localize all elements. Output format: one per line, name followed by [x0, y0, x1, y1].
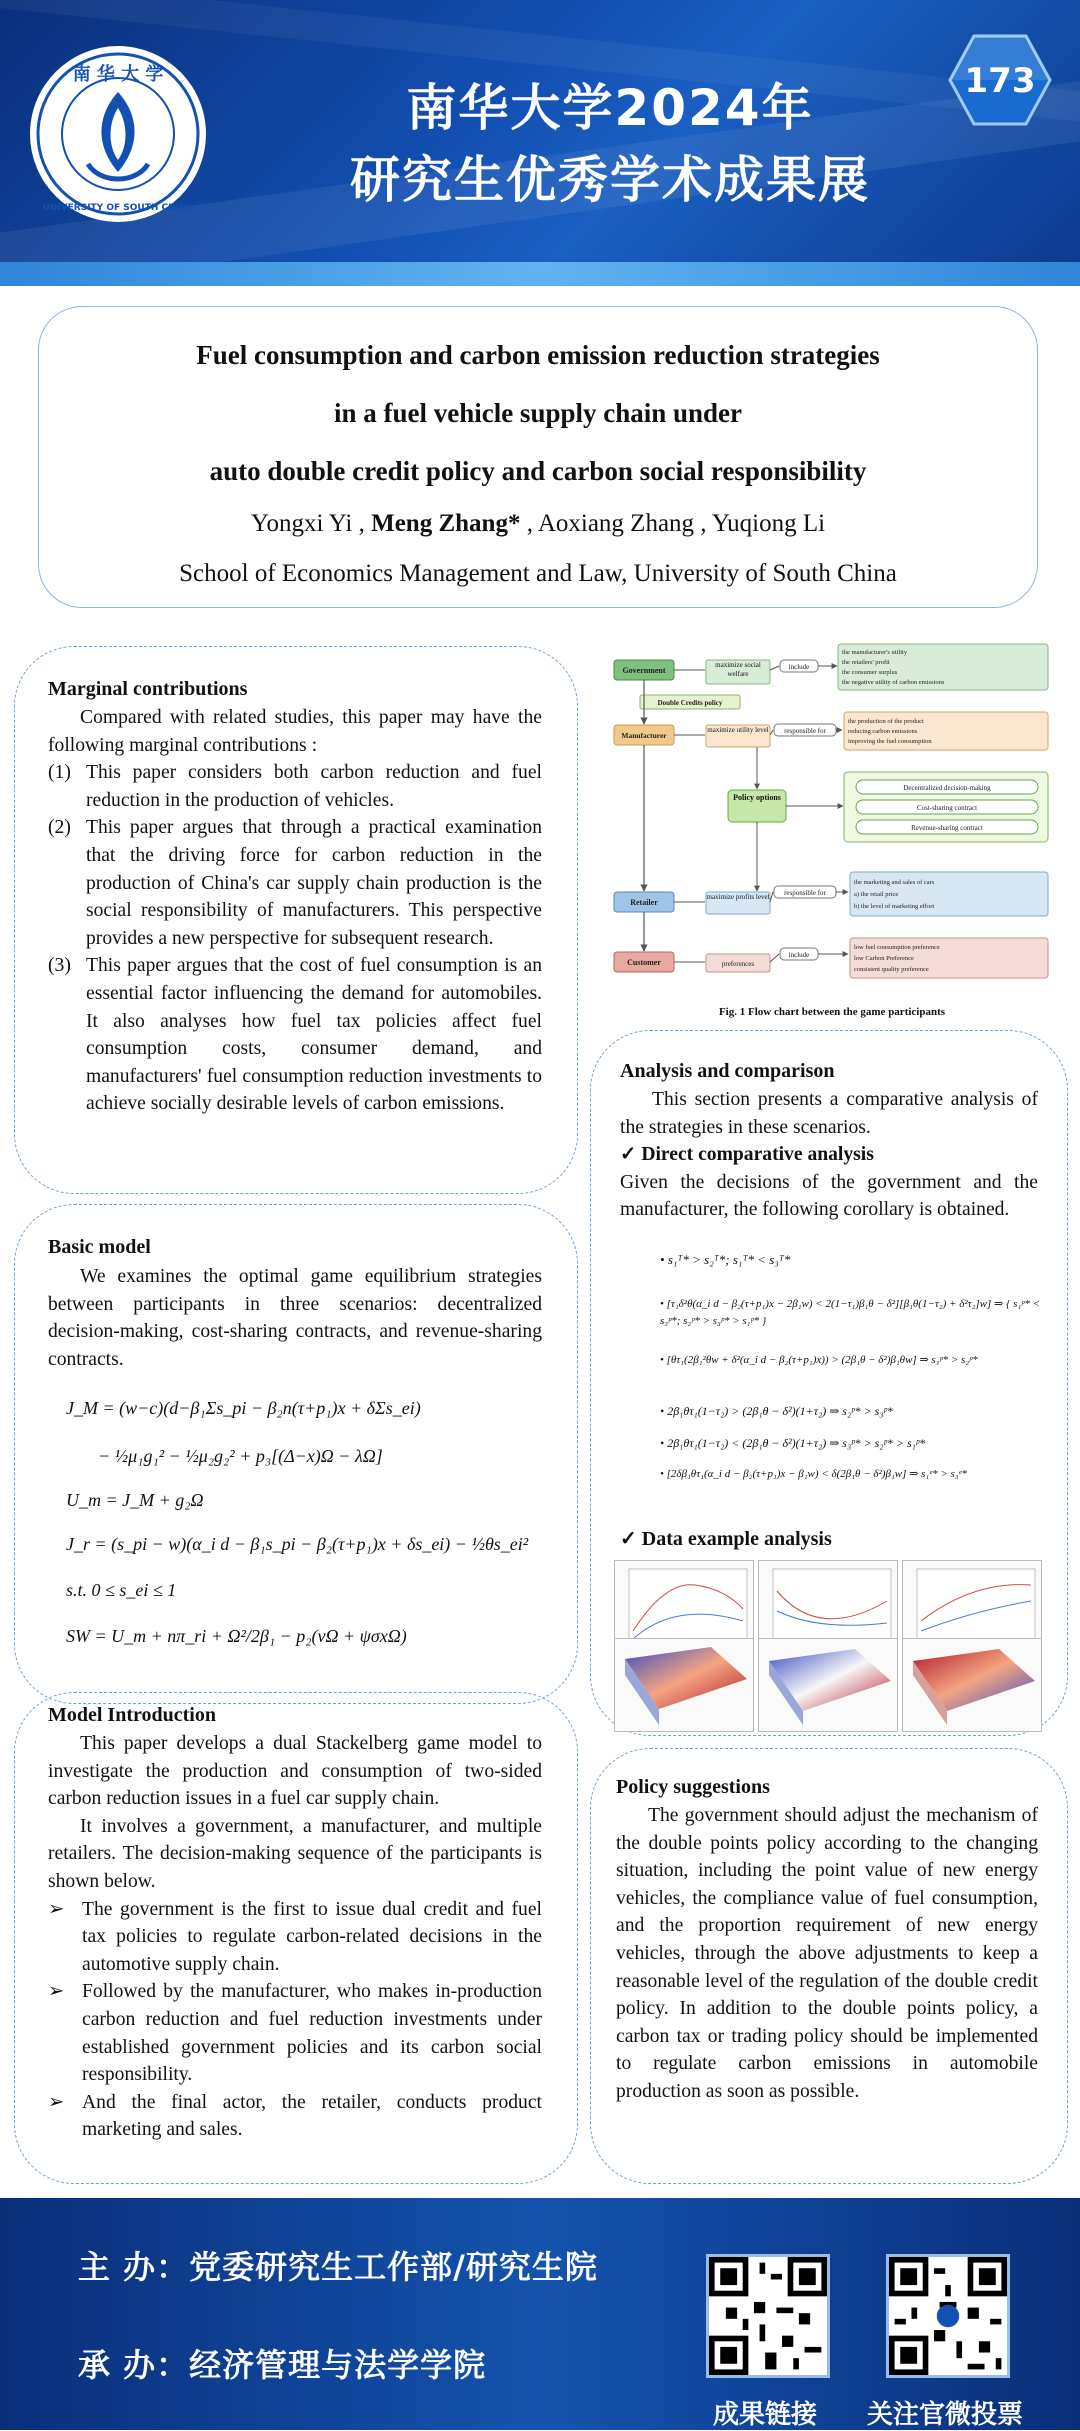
poster-number-badge — [948, 34, 1052, 126]
formula: J_r = (s_pi − w)(α_i d − β₁s_pi − β₂(τ+p₁)x + δs_ei) − ½θs_ei² — [66, 1534, 529, 1554]
formula: SW = U_m + nπ_ri + Ω²/2β₁ − p₂(vΩ + ψσxΩ) — [66, 1626, 407, 1646]
formula: U_m = J_M + g₂Ω — [66, 1490, 204, 1510]
svg-text:include: include — [788, 951, 810, 959]
result-formula: • 2β₁θτ₁(1−τ₂) < (2β₁θ − δ²)(1+τ₂) ⇒ s₃ᵖ* > s₂ᵖ* > s₁ᵖ* — [660, 1436, 926, 1450]
bullet-icon: • — [660, 1354, 664, 1366]
marginal-body — [48, 704, 542, 1118]
list-item: (2) This paper argues that through a practical examination that the driving force for carbon reduction in the production of China's car supply chain production is the social responsibility of manufacturers. This perspective provides a new perspective for subsequent research. — [48, 817, 542, 949]
university-logo — [28, 44, 208, 224]
node-customer-label: Customer — [627, 958, 661, 967]
formula: − ½μ₁g₁² − ½μ₂g₂² + p₃[(Δ−x)Ω − λΩ] — [98, 1446, 383, 1466]
node-manufacturer-label: Manufacturer — [621, 731, 667, 740]
svg-text:responsible for: responsible for — [784, 889, 826, 897]
logo-chinese-text: 南 华 大 学 — [72, 64, 164, 85]
svg-text:include: include — [788, 663, 810, 671]
bullet-icon: • — [660, 1252, 665, 1267]
event-title-line1: 南华大学2024年 — [406, 79, 814, 137]
qr-code-official-wechat[interactable] — [886, 2254, 1010, 2378]
logo-ring-text: UNIVERSITY OF SOUTH CHINA — [42, 203, 194, 213]
host-text: 主 办：党委研究生工作部/研究生院 — [78, 2248, 598, 2286]
bullet-icon: • — [660, 1404, 665, 1418]
policy-body: The government should adjust the mechanism of the double points policy according to the changing situation, including the point value of new energy vehicles, the compliance value of fuel consumption, and the proportion requirement of new energy vehicles, through the above adjustments to keep a reasonable level of the regulation of the double credit policy. In addition to the double points policy, a carbon tax or trading policy should be implemented to regulate carbon emissions in automobile production as soon as possible. — [616, 1805, 1038, 2102]
qr1-label: 成果链接 — [712, 2400, 817, 2430]
paper-title-line2: in a fuel vehicle supply chain under — [333, 398, 743, 428]
event-title-line2: 研究生优秀学术成果展 — [350, 151, 870, 209]
corresponding-author: Meng Zhang* — [371, 510, 521, 537]
svg-text:preferences: preferences — [721, 960, 755, 968]
author: Yongxi Yi — [250, 510, 353, 537]
formula: s.t. 0 ≤ s_ei ≤ 1 — [66, 1580, 177, 1600]
policy-heading: Policy suggestions — [616, 1776, 770, 1798]
marginal-heading: Marginal contributions — [48, 678, 248, 700]
surface-plot-thumbnail — [902, 1638, 1042, 1732]
surface-plot-thumbnail — [758, 1638, 898, 1732]
svg-text:Cost-sharing contract: Cost-sharing contract — [916, 804, 978, 812]
svg-text:low fuel consumption preferenc: low fuel consumption preference low Carbon Preference consistent quality preference — [854, 944, 940, 973]
bullet-icon: • — [660, 1436, 665, 1450]
bullet-icon: • — [660, 1468, 664, 1480]
svg-text:Revenue-sharing contract: Revenue-sharing contract — [911, 824, 983, 832]
svg-text:the manufacturer's utilitythe: the manufacturer's utility the retailers' profit the consumer surplus the negative utility of carbon emissions — [842, 649, 945, 686]
svg-text:the marketing and sales of car: the marketing and sales of cars a) the retail price b) the level of marketing effort — [854, 879, 935, 910]
check-icon: ✓ — [620, 1144, 637, 1166]
flowchart-figure: Government Double Credits policy Manufacturer Retailer Customer maximize social welfare maximize utility level maximize profits level preferences include responsible for responsible for include the manufacturer's utility the retailers' profit the consumer surplus the negative utility of carbon emissions the production of the product reducing carbon emissions improving the fuel consumption Policy options Decentralized decision-making Cost-sharing contract Revenue-sharing contract the marketing and sales of cars a) the retail price b) the level of marketing effort low fuel consumption preference low Carbon Preference consistent quality preference — [612, 640, 1052, 1020]
qr-code-results-link[interactable] — [706, 2254, 830, 2378]
author-list: Yongxi Yi , Meng Zhang* , Aoxiang Zhang , Yuqiong Li — [250, 510, 826, 537]
basic-model-heading: Basic model — [48, 1236, 151, 1258]
svg-text:responsible for: responsible for — [784, 727, 826, 735]
marginal-intro: Compared with related studies, this paper may have the following marginal contributions : — [48, 707, 542, 756]
check-icon: ✓ — [620, 1528, 637, 1550]
analysis-heading: Analysis and comparison — [620, 1060, 835, 1082]
list-item: ➢ Followed by the manufacturer, who makes in-production carbon reduction and fuel reduction investments under established government policies and its carbon social responsibility. — [48, 1981, 542, 2086]
figure-caption: Fig. 1 Flow chart between the game participants — [718, 1006, 946, 1018]
list-item: ➢ The government is the first to issue dual credit and fuel tax policies to regulate carbon-related decisions in the automotive supply chain. — [48, 1898, 542, 1975]
svg-text:Decentralized decision-making: Decentralized decision-making — [903, 784, 991, 792]
result-formula: • s₁ᵀ* > s₂ᵀ*; s₁ᵀ* < s₃ᵀ* — [660, 1252, 791, 1267]
data-example-heading: ✓ Data example analysis — [620, 1528, 832, 1550]
paper-title-line1: Fuel consumption and carbon emission reduction strategies — [196, 340, 880, 370]
result-formula: • [θτ₁(2β₁²θw + δ²(α_i d − β₂(τ+p₁)x)) > (2β₁θ − δ²)β₁θw] ⇒ s₁ᵖ* > s₂ᵖ* — [660, 1354, 978, 1366]
author: Aoxiang Zhang — [537, 510, 695, 537]
author: Yuqiong Li — [711, 510, 826, 537]
node-retailer-label: Retailer — [630, 898, 658, 907]
header-band — [0, 262, 1080, 286]
result-formula: • [2δβ₁θτ₁(α_i d − β₂(τ+p₁)x − β₁w) < δ(2β₁θ − δ²)β₁w] ⇒ s₁ᵉ* > s₃ᵉ* — [660, 1468, 967, 1480]
list-item: ➢ And the final actor, the retailer, conducts product marketing and sales. — [48, 2091, 542, 2141]
formula: J_M = (w−c)(d−β₁Σs_pi − β₂n(τ+p₁)x + δΣs_ei) — [66, 1398, 421, 1418]
paper-title-line3: auto double credit policy and carbon social responsibility — [209, 456, 867, 486]
list-item: (3) This paper argues that the cost of fuel consumption is an essential factor influencing the demand for automobiles. It also analyses how fuel tax policies affect fuel consumption costs, consumer demand, and manufacturers' fuel consumption reduction investments to achieve socially desirable levels of carbon emissions. — [48, 955, 542, 1115]
bullet-icon: • — [660, 1298, 664, 1310]
result-formula: • 2β₁θτ₁(1−τ₂) > (2β₁θ − δ²)(1+τ₂) ⇒ s₂ᵖ* > s₃ᵖ* — [660, 1404, 893, 1418]
list-item: (1) This paper considers both carbon reduction and fuel reduction in the production of vehicles. — [48, 762, 542, 811]
model-intro-heading: Model Introduction — [48, 1704, 216, 1726]
affiliation: School of Economics Management and Law, University of South China — [179, 560, 897, 587]
qr2-label: 关注官微投票 — [866, 2400, 1023, 2430]
organizer-text: 承 办：经济管理与法学学院 — [78, 2346, 487, 2384]
model-intro-body: This paper develops a dual Stackelberg game model to investigate the production and consumption of two-sided carbon reduction issues in a fuel car supply chain. It involves a government, a manufacturer, and multiple retailers. The decision-making sequence of the participants is shown below. ➢ The government is the first to issue dual credit and fuel tax policies to regulate carbon-related decisions in the automotive supply chain. ➢ Followed by the manufacturer, who makes in-production carbon reduction and fuel reduction investments under established government policies and its carbon social responsibility. ➢ And the final actor, the retailer, conducts product marketing and sales. — [48, 1730, 542, 2144]
analysis-body: This section presents a comparative analysis of the strategies in these scenarios. ✓ Direct comparative analysis Given the decisions of the government and the manufacturer, the following corollary is obtained. — [620, 1089, 1038, 1221]
node-double-credits-label: Double Credits policy — [657, 699, 723, 707]
basic-model-text: We examines the optimal game equilibrium strategies between participants in three scenarios: decentralized decision-making, cost-sharing contracts, and revenue-sharing contracts. — [48, 1266, 542, 1370]
badge-number: 173 — [964, 61, 1036, 101]
node-government-label: Government — [622, 666, 666, 675]
surface-plot-thumbnail — [614, 1638, 754, 1732]
svg-text:the production of the productr: the production of the product reducing carbon emissions improving the fuel consumption — [848, 718, 932, 745]
result-formula: • [τ₁δ²θ(α_i d − β₂(τ+p₁)x − 2β₁w) < 2(1−τ₁)β₁θ − δ²][β₁θ(1−τ₂) + δ²τ₂]w] ⇒ { s₁ᵖ* < s₃ᵖ*; s₂ᵖ* > s₃ᵖ* > s₁ᵖ* } — [660, 1298, 1041, 1327]
